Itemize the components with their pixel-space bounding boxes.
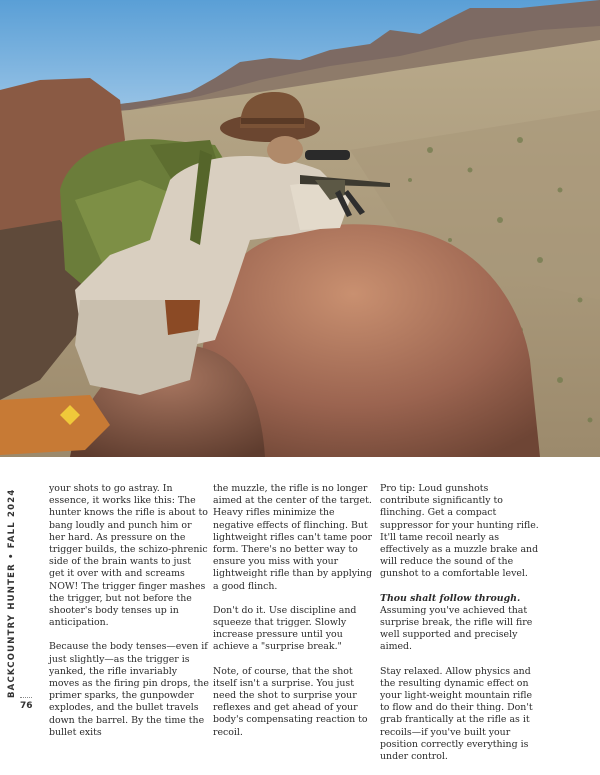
paragraph-text: Assuming you've achieved that surprise break, the rifle will fire well supported and precisely aimed. <box>380 604 533 653</box>
paragraph: the muzzle, the rifle is no longer aimed at the center of the target. Heavy rifles minimize the negative effects of flinching. But lightweight rifles can't tame poor form. There's no better way to ensure you miss with your lightweight rifle than by applying a good flinch. <box>213 483 373 592</box>
article-column-1 <box>49 483 209 751</box>
paragraph: Note, of course, that the shot itself isn't a surprise. You just need the shot to surprise your reflexes and get ahead of your body's compensating reaction to recoil. <box>213 665 368 738</box>
article-column-2 <box>213 483 373 751</box>
magazine-sidebar-label: BACKCOUNTRY HUNTER • FALL 2024 <box>7 488 17 698</box>
page-number: 76 <box>20 701 33 711</box>
paragraph: your shots to go astray. In essence, it works like this: The hunter knows the rifle is about to bang loudly and punch him or her hard. As pressure on the trigger builds, the schizo-phrenic side of the brain wants to just get it over with and screams NOW! The trigger finger mashes the trigger, but not before the shooter's body tenses up in anticipation. <box>49 483 208 629</box>
paragraph: Pro tip: Loud gunshots contribute significantly to flinching. Get a compact suppressor for your hunting rifle. It'll tame recoil nearly as effectively as a muzzle brake and will reduce the sound of the gunshot to a comfortable level. <box>380 483 539 580</box>
paragraph: Stay relaxed. Allow physics and the resulting dynamic effect on your light-weight mountain rifle to flow and do their thing. Don't grab frantically at the rifle as it recoils—if you've built your position correctly everything is under control. <box>380 665 533 763</box>
page-number-rule <box>20 697 32 700</box>
paragraph: Don't do it. Use discipline and squeeze that trigger. Slowly increase pressure until you achieve a "surprise break." <box>213 604 357 653</box>
section-lead-in: Thou shalt follow through. <box>380 592 521 604</box>
paragraph <box>380 593 540 654</box>
paragraph: Because the body tenses—even if just slightly—as the trigger is yanked, the rifle invariably moves as the firing pin drops, the primer sparks, the gunpowder explodes, and the bullet travels down the barrel. By the time the bullet exits <box>49 641 209 738</box>
article-column-3 <box>380 483 540 775</box>
